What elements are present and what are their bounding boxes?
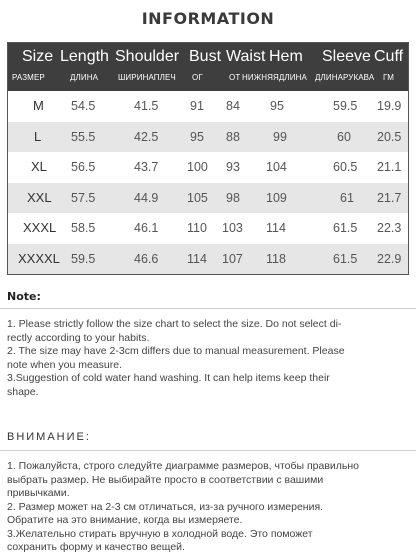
header-waist-ru: ОТ (229, 73, 241, 82)
ru-note-line: 3.Желательно стирать вручную в холодной воде. Это поможет (7, 527, 313, 540)
header-cuff: Cuff (374, 48, 404, 65)
header-bust: Bust (189, 48, 222, 65)
header-shoulder: Shoulder (115, 48, 180, 65)
cell-sleeve: 60.5 (333, 160, 358, 174)
header-hem: Hem (269, 48, 303, 65)
table-row (8, 213, 408, 244)
cell-size: XXXL (23, 220, 57, 235)
cell-cuff: 21.7 (377, 190, 402, 205)
cell-waist: 88 (226, 129, 240, 144)
cell-length: 58.5 (71, 221, 96, 235)
table-row (8, 122, 408, 153)
note-divider (0, 308, 416, 309)
ru-note-line: Обратите на это внимание, когда вы измеряете. (7, 514, 243, 526)
cell-bust: 95 (190, 129, 204, 144)
table-row (8, 244, 408, 275)
header-hem-ru: НИЖНЯЯДЛИНА (242, 73, 307, 82)
ru-note-line: привычками. (7, 487, 70, 499)
cell-waist: 84 (226, 99, 240, 113)
note-line: shape. (7, 385, 39, 398)
cell-waist: 93 (226, 160, 240, 174)
cell-sleeve: 61 (340, 190, 354, 205)
cell-size: L (34, 128, 42, 144)
cell-size: XXL (27, 189, 52, 205)
cell-hem: 99 (273, 129, 287, 144)
cell-length: 55.5 (71, 129, 96, 144)
cell-cuff: 22.3 (377, 221, 402, 235)
cell-hem: 118 (266, 251, 286, 266)
cell-size: XL (31, 159, 47, 174)
header-sleeve: Sleeve (322, 48, 371, 65)
cell-length: 57.5 (71, 190, 96, 205)
note-line: rectly according to your habits. (7, 331, 150, 344)
cell-sleeve: 61.5 (333, 221, 358, 235)
note-text (7, 318, 409, 399)
ru-note-line: сохранить форму и качество вещей. (7, 541, 185, 553)
ru-note-heading: ВНИМАНИЕ: (7, 431, 91, 443)
cell-length: 54.5 (71, 99, 96, 113)
note-line: 2. The size may have 2-3cm differs due to manual measurement. Please (7, 345, 345, 357)
cell-size: XXXXL (18, 250, 60, 266)
cell-shoulder: 46.6 (134, 251, 159, 266)
cell-bust: 114 (187, 251, 207, 266)
ru-note-line: 2. Размер может на 2-3 см отличаться, из-за ручного измерения. (7, 500, 324, 513)
ru-note-divider (0, 450, 416, 451)
table-header-row (8, 43, 408, 91)
table-body (8, 91, 408, 274)
cell-waist: 103 (222, 221, 243, 235)
cell-shoulder: 46.1 (134, 221, 159, 235)
cell-cuff: 22.9 (377, 251, 402, 266)
cell-shoulder: 42.5 (134, 129, 159, 144)
cell-bust: 100 (187, 160, 208, 174)
cell-waist: 107 (222, 251, 243, 266)
cell-hem: 114 (266, 221, 286, 235)
ru-note-line: выбрать размер. Не выбирайте просто в соответствии с вашими (7, 473, 324, 486)
note-line: 3.Suggestion of cold water hand washing. It can help items keep their (7, 372, 330, 384)
cell-hem: 104 (266, 160, 287, 174)
cell-sleeve: 61.5 (333, 251, 358, 266)
header-length-ru: ДЛИНА (70, 73, 99, 82)
note-line: 1. Please strictly follow the size chart to select the size. Do not select di- (7, 318, 342, 330)
cell-sleeve: 60 (337, 129, 351, 144)
header-size: Size (22, 48, 54, 65)
header-cuff-ru: ГМ (383, 73, 395, 82)
cell-bust: 91 (190, 99, 204, 113)
note-heading: Note: (7, 290, 41, 303)
cell-waist: 98 (226, 190, 240, 205)
header-bust-ru: ОГ (192, 73, 203, 82)
cell-cuff: 19.9 (377, 99, 402, 113)
header-shoulder-ru: ШИРИНАПЛЕЧ (118, 73, 176, 82)
cell-cuff: 20.5 (377, 129, 402, 144)
page-title: INFORMATION (141, 9, 275, 28)
header-size-ru: РАЗМЕР (12, 73, 45, 82)
header-sleeve-ru: ДЛИНАРУКАВА (315, 73, 375, 82)
cell-bust: 105 (187, 190, 208, 205)
table-row (8, 183, 408, 214)
cell-size: M (33, 98, 44, 113)
header-length: Length (60, 48, 109, 65)
table-row (8, 91, 408, 122)
ru-note-text (7, 460, 409, 555)
note-line: note when you measure. (7, 358, 122, 371)
cell-bust: 110 (187, 221, 207, 235)
ru-note-line: 1. Пожалуйста, строго следуйте диаграмме размеров, чтобы правильно (7, 460, 360, 472)
table-row (8, 152, 408, 183)
cell-length: 59.5 (71, 251, 96, 266)
cell-hem: 95 (270, 99, 284, 113)
cell-cuff: 21.1 (377, 160, 402, 174)
cell-sleeve: 59.5 (333, 99, 358, 113)
cell-shoulder: 43.7 (134, 160, 159, 174)
cell-hem: 109 (266, 190, 287, 205)
size-chart-table (7, 42, 409, 275)
cell-shoulder: 41.5 (134, 99, 159, 113)
cell-length: 56.5 (71, 160, 96, 174)
header-waist: Waist (226, 48, 266, 65)
cell-shoulder: 44.9 (134, 190, 159, 205)
